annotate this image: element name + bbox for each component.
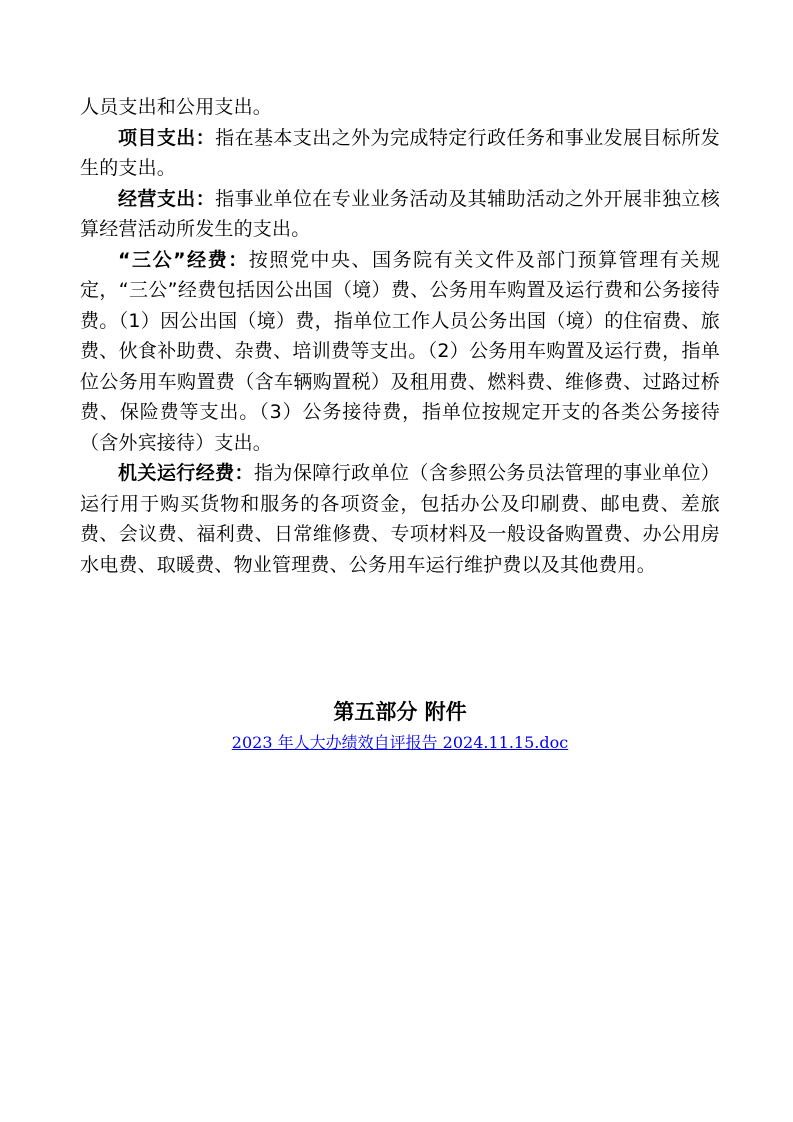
section-title: 第五部分 附件: [333, 700, 467, 724]
definition-text: 按照党中央、国务院有关文件及部门预算管理有关规定，“三公”经费包括因公出国（境）费、公务用车购置及运行费和公务接待费。（1）因公出国（境）费，指单位工作人员公务出国（境）的住宿费、旅费、伙食补助费、杂费、培训费等支出。（2）公务用车购置及运行费，指单位公务用车购置费（含车辆购置税）及租用费、燃料费、维修费、过路过桥费、保险费等支出。（3）公务接待费，指单位按规定开支的各类公务接待（含外宾接待）支出。: [80, 248, 720, 454]
definition-three-public-funds: [80, 245, 720, 459]
attachment-link[interactable]: 2023 年人大办绩效自评报告 2024.11.15.doc: [231, 733, 569, 752]
definition-term: “三公”经费：: [118, 248, 249, 271]
definition-term: 项目支出：: [118, 126, 216, 149]
definition-operating-expenditure: [80, 184, 720, 245]
definition-text: 指在基本支出之外为完成特定行政任务和事业发展目标所发生的支出。: [80, 126, 720, 179]
definition-term: 经营支出：: [118, 187, 216, 210]
document-body: [80, 92, 720, 580]
intro-line: 人员支出和公用支出。: [80, 96, 273, 118]
definition-agency-operating-funds: [80, 458, 720, 580]
definition-text: 指为保障行政单位（含参照公务员法管理的事业单位）运行用于购买货物和服务的各项资金，包括办公及印刷费、邮电费、差旅费、会议费、福利费、日常维修费、专项材料及一般设备购置费、办公用房水电费、取暖费、物业管理费、公务用车运行维护费以及其他费用。: [80, 462, 720, 576]
definition-project-expenditure: [80, 123, 720, 184]
definition-text: 指事业单位在专业业务活动及其辅助活动之外开展非独立核算经营活动所发生的支出。: [80, 187, 720, 240]
definition-term: 机关运行经费：: [118, 462, 254, 484]
